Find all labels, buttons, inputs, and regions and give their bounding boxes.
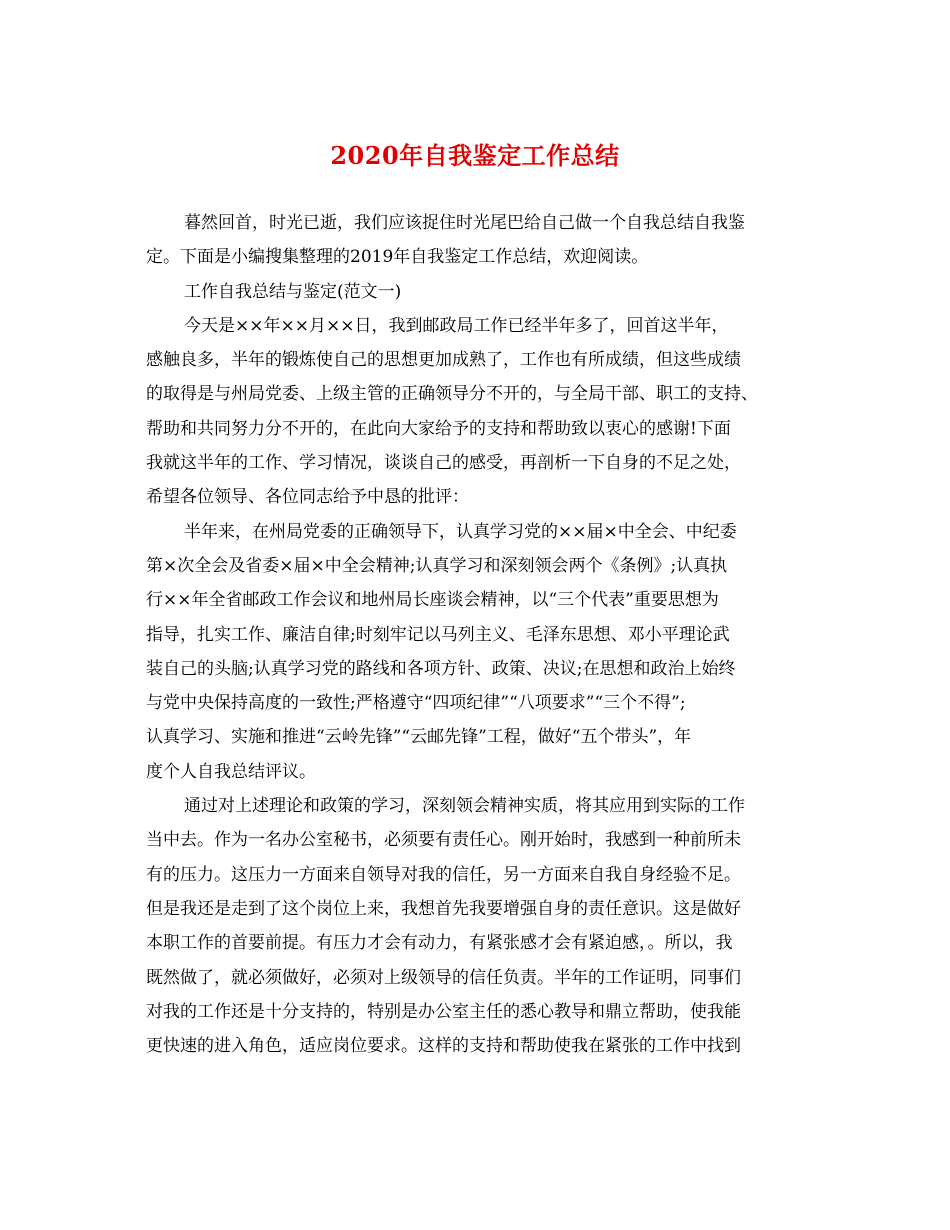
text-line: 行××年全省邮政工作会议和地州局长座谈会精神，以“三个代表”重要思想为 <box>146 590 719 611</box>
text-line: 但是我还是走到了这个岗位上来，我想首先我要增强自身的责任意识。这是做好 <box>146 898 741 919</box>
text-line: 通过对上述理论和政策的学习，深刻领会精神实质，将其应用到实际的工作 <box>184 796 745 817</box>
text-line: 装自己的头脑;认真学习党的路线和各项方针、政策、决议;在思想和政治上始终 <box>146 658 736 679</box>
text-line: 半年来，在州局党委的正确领导下，认真学习党的××届×中全会、中纪委 <box>184 521 737 542</box>
text-line: 定。下面是小编搜集整理的2019年自我鉴定工作总结，欢迎阅读。 <box>146 247 649 268</box>
text-line: 认真学习、实施和推进“云岭先锋”“云邮先锋”工程，做好“五个带头”，年 <box>146 727 692 748</box>
document-body <box>146 206 814 1063</box>
text-line: 指导，扎实工作、廉洁自律;时刻牢记以马列主义、毛泽东思想、邓小平理论武 <box>146 624 730 645</box>
text-line: 对我的工作还是十分支持的，特别是办公室主任的悉心教导和鼎立帮助，使我能 <box>146 1001 741 1022</box>
text-line: 当中去。作为一名办公室秘书，必须要有责任心。刚开始时，我感到一种前所未 <box>146 830 741 851</box>
text-line: 更快速的进入角色，适应岗位要求。这样的支持和帮助使我在紧张的工作中找到 <box>146 1036 741 1057</box>
text-line: 工作自我总结与鉴定(范文一) <box>184 281 402 302</box>
text-line: 度个人自我总结评议。 <box>146 761 316 782</box>
text-line: 有的压力。这压力一方面来自领导对我的信任，另一方面来自我自身经验不足。 <box>146 864 741 885</box>
text-line: 今天是××年××月××日，我到邮政局工作已经半年多了，回首这半年， <box>184 315 729 336</box>
text-line: 既然做了，就必须做好，必须对上级领导的信任负责。半年的工作证明，同事们 <box>146 967 741 988</box>
text-line: 第×次全会及省委×届×中全会精神;认真学习和深刻领会两个《条例》;认真执 <box>146 555 728 576</box>
document-title: 2020年自我鉴定工作总结 <box>330 141 620 170</box>
text-line: 与党中央保持高度的一致性;严格遵守“四项纪律”“八项要求”“三个不得”; <box>146 693 686 714</box>
text-line: 我就这半年的工作、学习情况，谈谈自己的感受，再剖析一下自身的不足之处， <box>146 453 741 474</box>
text-line: 本职工作的首要前提。有压力才会有动力，有紧张感才会有紧迫感，。所以，我 <box>146 933 733 954</box>
text-line: 感触良多，半年的锻炼使自己的思想更加成熟了，工作也有所成绩，但这些成绩 <box>146 350 741 371</box>
text-line: 暮然回首，时光已逝，我们应该捉住时光尾巴给自己做一个自我总结自我鉴 <box>184 213 745 233</box>
text-line: 帮助和共同努力分不开的，在此向大家给予的支持和帮助致以衷心的感谢!下面 <box>146 418 731 439</box>
text-line: 的取得是与州局党委、上级主管的正确领导分不开的，与全局干部、职工的支持、 <box>146 384 758 405</box>
text-line: 希望各位领导、各位同志给予中恳的批评： <box>146 487 469 508</box>
